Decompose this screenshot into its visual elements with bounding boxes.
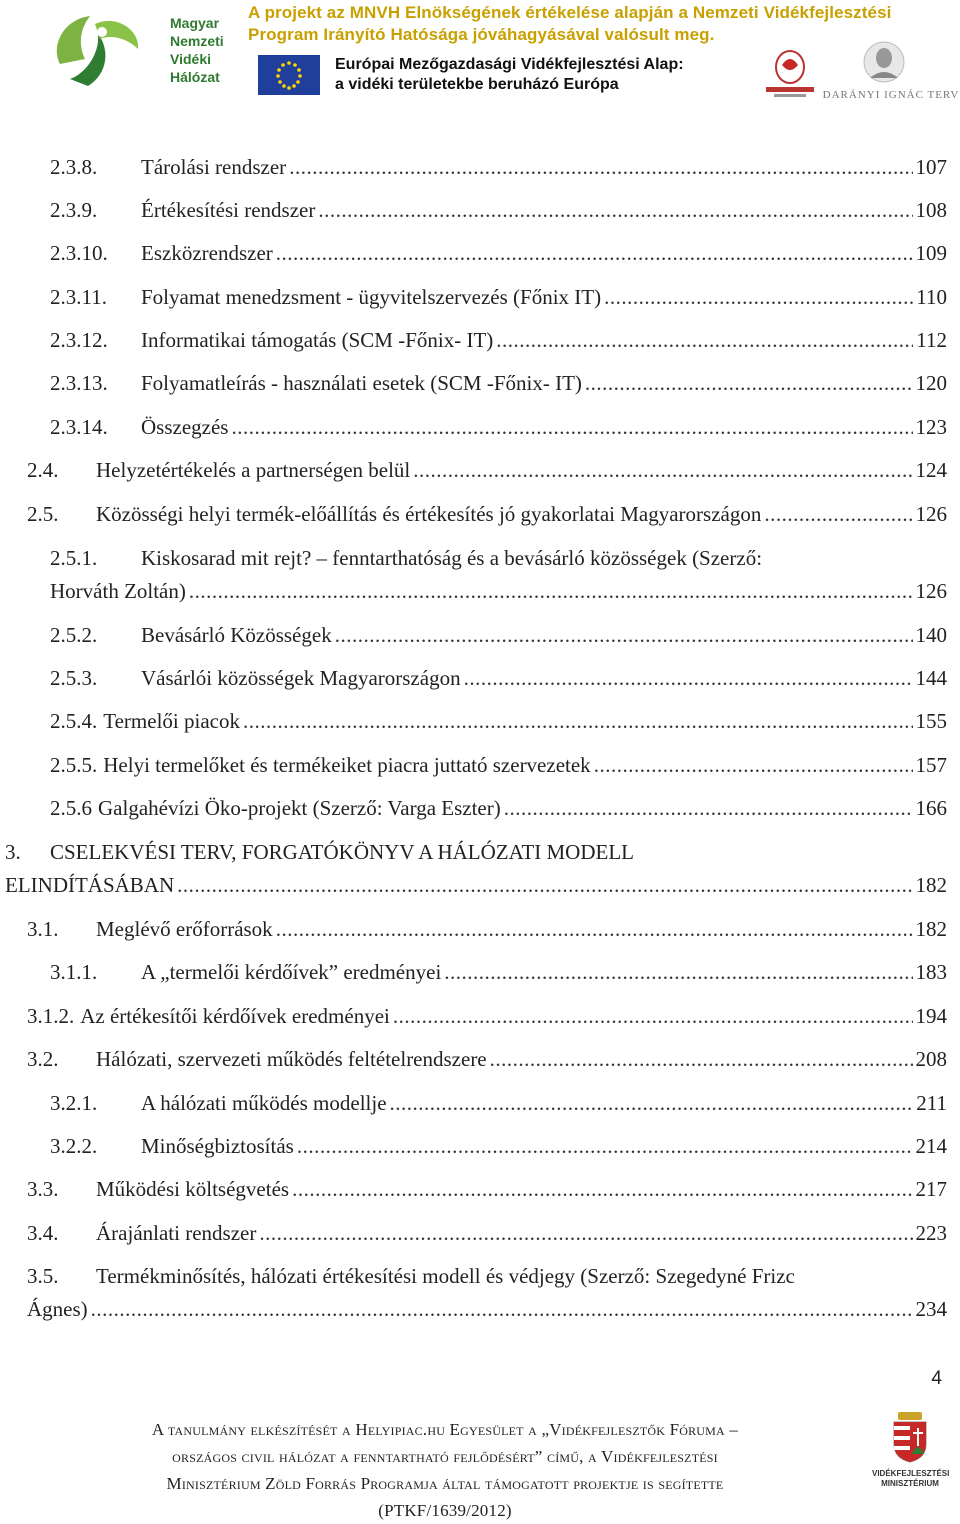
toc-page: 108 bbox=[915, 198, 947, 222]
toc-page: 124 bbox=[915, 458, 947, 482]
toc-number: 3.1. bbox=[27, 917, 59, 941]
page-header bbox=[0, 0, 960, 105]
toc-title-continued: ELINDÍTÁSÁBAN bbox=[5, 873, 175, 897]
toc-title: CSELEKVÉSI TERV, FORGATÓKÖNYV A HÁLÓZATI MODELL bbox=[50, 840, 635, 864]
toc-page: 194 bbox=[915, 1004, 947, 1028]
toc-number: 3.2.1. bbox=[50, 1091, 98, 1115]
footer-line-2: országos civil hálózat a fenntartható fejlődésért” című, a Vidékfejlesztési bbox=[172, 1447, 718, 1466]
toc-page: 182 bbox=[915, 917, 947, 941]
toc-leader-dots bbox=[390, 1091, 914, 1115]
toc-title: Értékesítési rendszer bbox=[141, 198, 316, 222]
toc-title: Tárolási rendszer bbox=[141, 155, 287, 179]
toc-page: 144 bbox=[915, 666, 947, 690]
toc-leader-dots bbox=[177, 873, 912, 897]
toc-title: Folyamatleírás - használati esetek (SCM -Főnix- IT) bbox=[141, 371, 582, 395]
toc-page: 109 bbox=[915, 241, 947, 265]
toc-leader-dots bbox=[231, 415, 912, 439]
toc-leader-dots bbox=[259, 1221, 912, 1245]
toc-leader-dots bbox=[243, 709, 913, 733]
footer-line-1: A tanulmány elkészítését a Helyipiac.hu Egyesület a „Vidékfejlesztők Fóruma – bbox=[151, 1420, 739, 1439]
toc-number: 2.3.13. bbox=[50, 371, 108, 395]
toc-page: 157 bbox=[915, 753, 947, 777]
toc-leader-dots bbox=[490, 1047, 913, 1071]
logo-line: Nemzeti bbox=[170, 33, 224, 49]
logo-line: Magyar bbox=[170, 15, 220, 31]
toc-number: 2.3.14. bbox=[50, 415, 108, 439]
toc-leader-dots bbox=[189, 579, 913, 603]
toc-number: 3.1.1. bbox=[50, 960, 98, 984]
toc-title-continued: Ágnes) bbox=[27, 1297, 88, 1321]
toc-number: 2.5.6 bbox=[50, 796, 92, 820]
toc-number: 2.3.11. bbox=[50, 285, 107, 309]
toc-number: 2.5.3. bbox=[50, 666, 98, 690]
umvp-logo-icon bbox=[760, 45, 820, 100]
toc-title: Galgahévízi Öko-projekt (Szerző: Varga Eszter) bbox=[98, 796, 501, 820]
footer-line-4: (PTKF/1639/2012) bbox=[378, 1501, 512, 1520]
toc-number: 2.3.12. bbox=[50, 328, 108, 352]
toc-leader-dots bbox=[504, 796, 913, 820]
toc-leader-dots bbox=[393, 1004, 913, 1028]
toc-title: Bevásárló Közösségek bbox=[141, 623, 332, 647]
eafrd-line-1: Európai Mezőgazdasági Vidékfejlesztési Alap: bbox=[335, 56, 684, 73]
toc-page: 182 bbox=[915, 873, 947, 897]
toc-title: Meglévő erőforrások bbox=[96, 917, 273, 941]
toc-page: 140 bbox=[915, 623, 947, 647]
toc-leader-dots bbox=[289, 155, 912, 179]
toc-title: Hálózati, szervezeti működés feltételrendszere bbox=[96, 1047, 487, 1071]
toc-title: Közösségi helyi termék-előállítás és értékesítés jó gyakorlatai Magyarországon bbox=[96, 502, 762, 526]
darany-portrait-icon bbox=[822, 38, 960, 84]
toc-number: 2.5.5. bbox=[50, 753, 98, 777]
toc-leader-dots bbox=[594, 753, 913, 777]
toc-title: A hálózati működés modellje bbox=[141, 1091, 387, 1115]
toc-number: 2.3.9. bbox=[50, 198, 98, 222]
toc-page: 183 bbox=[915, 960, 947, 984]
toc-title: A „termelői kérdőívek” eredményei bbox=[141, 960, 442, 984]
ministry-logo bbox=[872, 1410, 948, 1490]
toc-page: 234 bbox=[915, 1297, 947, 1321]
toc-page: 211 bbox=[916, 1091, 947, 1115]
toc-leader-dots bbox=[585, 371, 913, 395]
toc-leader-dots bbox=[764, 502, 912, 526]
toc-page: 120 bbox=[915, 371, 947, 395]
toc-title: Kiskosarad mit rejt? – fenntarthatóság és a bevásárló közösségek (Szerző: bbox=[141, 546, 763, 570]
toc-leader-dots bbox=[604, 285, 913, 309]
toc-page: 166 bbox=[915, 796, 947, 820]
toc-leader-dots bbox=[276, 241, 913, 265]
eafrd-line-2: a vidéki területekbe beruházó Európa bbox=[335, 76, 619, 93]
toc-leader-dots bbox=[464, 666, 913, 690]
toc-page: 155 bbox=[915, 709, 947, 733]
mnvh-logo-text bbox=[170, 14, 224, 86]
toc-number: 2.5.2. bbox=[50, 623, 98, 647]
toc-number: 3.4. bbox=[27, 1221, 59, 1245]
toc-number: 2.5. bbox=[27, 502, 59, 526]
ministry-label: VIDÉKFEJLESZTÉSI MINISZTÉRIUM bbox=[872, 1469, 950, 1488]
toc-number: 3.5. bbox=[27, 1264, 59, 1288]
toc-title: Működési költségvetés bbox=[96, 1177, 290, 1201]
page-footer bbox=[30, 1416, 860, 1524]
toc-title: Folyamat menedzsment - ügyvitelszervezés (Főnix IT) bbox=[141, 285, 602, 309]
toc-title: Vásárlói közösségek Magyarországon bbox=[141, 666, 461, 690]
toc-page: 126 bbox=[915, 502, 947, 526]
toc-title: Az értékesítői kérdőívek eredményei bbox=[80, 1004, 390, 1028]
toc-leader-dots bbox=[292, 1177, 912, 1201]
toc-title: Informatikai támogatás (SCM -Főnix- IT) bbox=[141, 328, 494, 352]
page-number: 4 bbox=[931, 1368, 942, 1389]
eu-flag-icon bbox=[258, 55, 320, 95]
toc-leader-dots bbox=[496, 328, 913, 352]
toc-page: 214 bbox=[915, 1134, 947, 1158]
toc-leader-dots bbox=[413, 458, 912, 482]
toc-title: Helyi termelőket és termékeiket piacra juttató szervezetek bbox=[103, 753, 591, 777]
toc-leader-dots bbox=[297, 1134, 913, 1158]
toc-number: 2.3.8. bbox=[50, 155, 98, 179]
toc-number: 3. bbox=[5, 840, 21, 864]
hungarian-coat-of-arms-icon bbox=[872, 1410, 948, 1464]
toc-leader-dots bbox=[444, 960, 912, 984]
toc-title-continued: Horváth Zoltán) bbox=[50, 579, 186, 603]
toc-leader-dots bbox=[335, 623, 913, 647]
toc-page: 217 bbox=[915, 1177, 947, 1201]
toc-title: Helyzetértékelés a partnerségen belül bbox=[96, 458, 411, 482]
toc-page: 126 bbox=[915, 579, 947, 603]
toc-title: Termelői piacok bbox=[103, 709, 240, 733]
footer-line-3: Minisztérium Zöld Forrás Programja által támogatott projektje is segítette bbox=[166, 1474, 724, 1493]
logo-line: Hálózat bbox=[170, 69, 220, 85]
toc-title: Minőségbiztosítás bbox=[141, 1134, 294, 1158]
mnvh-logo-icon bbox=[40, 4, 170, 96]
toc-number: 2.5.4. bbox=[50, 709, 98, 733]
toc-number: 3.1.2. bbox=[27, 1004, 75, 1028]
toc-title: Eszközrendszer bbox=[141, 241, 273, 265]
toc-page: 110 bbox=[916, 285, 947, 309]
toc-number: 2.4. bbox=[27, 458, 59, 482]
toc-page: 208 bbox=[915, 1047, 947, 1071]
toc-page: 107 bbox=[915, 155, 947, 179]
toc-title: Árajánlati rendszer bbox=[96, 1221, 257, 1245]
project-notice-line-1: A projekt az MNVH Elnökségének értékelése alapján a Nemzeti Vidékfejlesztési bbox=[248, 3, 892, 22]
toc-number: 3.3. bbox=[27, 1177, 59, 1201]
toc-page: 223 bbox=[915, 1221, 947, 1245]
toc-leader-dots bbox=[276, 917, 913, 941]
toc-page: 123 bbox=[915, 415, 947, 439]
toc-number: 3.2.2. bbox=[50, 1134, 98, 1158]
darany-label: DARÁNYI IGNÁC TERV bbox=[822, 89, 960, 101]
toc-title: Összegzés bbox=[141, 415, 229, 439]
project-notice-line-2: Program Irányító Hatósága jóváhagyásával valósult meg. bbox=[248, 25, 715, 44]
toc-number: 2.5.1. bbox=[50, 546, 98, 570]
toc-page: 112 bbox=[916, 328, 947, 352]
toc-leader-dots bbox=[91, 1297, 913, 1321]
logo-line: Vidéki bbox=[170, 51, 211, 67]
toc-number: 3.2. bbox=[27, 1047, 59, 1071]
darany-ignac-terv-logo bbox=[822, 38, 960, 102]
toc-leader-dots bbox=[318, 198, 912, 222]
toc-number: 2.3.10. bbox=[50, 241, 108, 265]
toc-title: Termékminősítés, hálózati értékesítési modell és védjegy (Szerző: Szegedyné Frizc bbox=[96, 1264, 795, 1288]
